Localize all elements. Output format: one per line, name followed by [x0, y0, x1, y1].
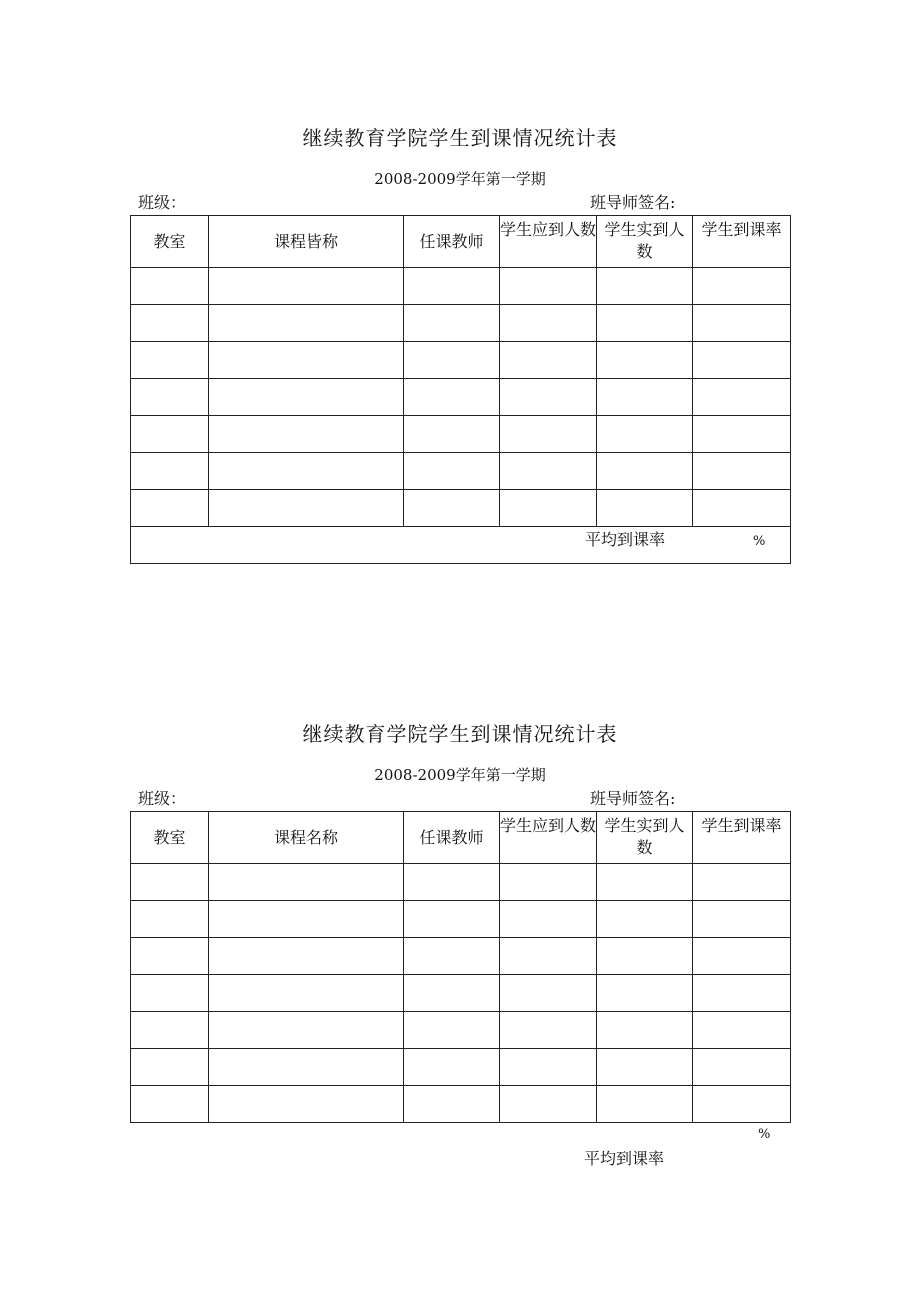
column-header-teacher: 任课教师 [404, 216, 500, 268]
table-row [131, 864, 791, 901]
table-row [131, 1086, 791, 1123]
table-cell[interactable] [209, 342, 404, 379]
table-header-row [131, 812, 791, 864]
table-cell[interactable] [500, 1049, 597, 1086]
table-cell[interactable] [404, 490, 500, 527]
table-cell[interactable] [597, 342, 693, 379]
table-cell[interactable] [693, 975, 791, 1012]
table-cell[interactable] [131, 379, 209, 416]
table-cell[interactable] [693, 1049, 791, 1086]
academic-term: 2008-2009学年第一学期 [374, 170, 546, 188]
table-row [131, 379, 791, 416]
table-cell[interactable] [404, 342, 500, 379]
table-cell[interactable] [209, 1086, 404, 1123]
table-cell[interactable] [597, 901, 693, 938]
table-row [131, 1012, 791, 1049]
table-cell[interactable] [131, 416, 209, 453]
table-cell[interactable] [693, 416, 791, 453]
table-cell[interactable] [597, 490, 693, 527]
table-row [131, 416, 791, 453]
percent-sign: % [753, 534, 766, 549]
table-cell[interactable] [500, 1012, 597, 1049]
average-attendance-label: 平均到课率 [585, 530, 666, 549]
table-cell[interactable] [693, 379, 791, 416]
table-cell[interactable] [404, 901, 500, 938]
table-cell[interactable] [131, 268, 209, 305]
table-cell[interactable] [209, 975, 404, 1012]
table-cell[interactable] [404, 1012, 500, 1049]
attendance-table [130, 215, 791, 564]
column-header-expected-students: 学生应到人数 [500, 216, 597, 268]
table-cell[interactable] [500, 416, 597, 453]
table-cell[interactable] [500, 305, 597, 342]
average-attendance-label: 平均到课率 [584, 1149, 665, 1168]
table-cell[interactable] [597, 305, 693, 342]
table-cell[interactable] [209, 379, 404, 416]
column-header-teacher: 任课教师 [404, 812, 500, 864]
table-cell[interactable] [500, 975, 597, 1012]
table-cell[interactable] [597, 416, 693, 453]
table-cell[interactable] [131, 938, 209, 975]
table-cell[interactable] [693, 938, 791, 975]
table-cell[interactable] [404, 1086, 500, 1123]
table-cell[interactable] [131, 901, 209, 938]
form-title: 继续教育学院学生到课情况统计表 [302, 722, 618, 746]
table-cell[interactable] [404, 864, 500, 901]
advisor-signature-label: 班导师签名: [590, 789, 676, 808]
table-cell[interactable] [209, 1012, 404, 1049]
table-row [131, 1049, 791, 1086]
table-cell[interactable] [597, 379, 693, 416]
table-cell[interactable] [597, 1012, 693, 1049]
table-cell[interactable] [500, 379, 597, 416]
table-row [131, 901, 791, 938]
table-cell[interactable] [693, 268, 791, 305]
table-cell[interactable] [693, 453, 791, 490]
average-attendance-row [131, 527, 791, 564]
class-label: 班级： [138, 193, 187, 212]
table-cell[interactable] [404, 268, 500, 305]
column-header-attendance-rate: 学生到课率 [693, 812, 791, 864]
table-cell[interactable] [693, 1086, 791, 1123]
table-cell[interactable] [597, 1086, 693, 1123]
table-cell[interactable] [131, 864, 209, 901]
table-cell[interactable] [131, 342, 209, 379]
table-cell[interactable] [693, 864, 791, 901]
table-row [131, 268, 791, 305]
table-cell[interactable] [597, 975, 693, 1012]
table-cell[interactable] [500, 453, 597, 490]
table-cell[interactable] [693, 490, 791, 527]
table-cell[interactable] [209, 416, 404, 453]
table-cell[interactable] [693, 342, 791, 379]
table-cell[interactable] [404, 1049, 500, 1086]
table-cell[interactable] [597, 1049, 693, 1086]
column-header-classroom: 教室 [131, 812, 209, 864]
table-cell[interactable] [209, 268, 404, 305]
table-cell[interactable] [404, 938, 500, 975]
table-row [131, 453, 791, 490]
table-header-row [131, 216, 791, 268]
average-attendance-cell[interactable] [131, 527, 791, 564]
table-row [131, 342, 791, 379]
column-header-course-name: 课程名称 [209, 812, 404, 864]
column-header-classroom: 教室 [131, 216, 209, 268]
column-header-actual-students: 学生实到人数 [597, 216, 693, 268]
table-cell[interactable] [597, 268, 693, 305]
table-cell[interactable] [131, 490, 209, 527]
table-cell[interactable] [131, 1012, 209, 1049]
table-cell[interactable] [209, 490, 404, 527]
table-cell[interactable] [131, 1049, 209, 1086]
table-cell[interactable] [209, 305, 404, 342]
table-cell[interactable] [500, 938, 597, 975]
table-cell[interactable] [404, 975, 500, 1012]
advisor-signature-label: 班导师签名: [590, 193, 676, 212]
table-cell[interactable] [131, 453, 209, 490]
table-cell[interactable] [693, 305, 791, 342]
table-row [131, 938, 791, 975]
table-cell[interactable] [209, 938, 404, 975]
table-row [131, 490, 791, 527]
column-header-attendance-rate: 学生到课率 [693, 216, 791, 268]
table-cell[interactable] [404, 379, 500, 416]
form-title: 继续教育学院学生到课情况统计表 [302, 126, 618, 150]
table-cell[interactable] [209, 1049, 404, 1086]
table-cell[interactable] [131, 1086, 209, 1123]
column-header-expected-students: 学生应到人数 [500, 812, 597, 864]
table-cell[interactable] [209, 864, 404, 901]
table-cell[interactable] [500, 342, 597, 379]
column-header-course-name: 课程皆称 [209, 216, 404, 268]
table-cell[interactable] [500, 1086, 597, 1123]
table-cell[interactable] [209, 901, 404, 938]
table-cell[interactable] [500, 268, 597, 305]
table-cell[interactable] [500, 864, 597, 901]
table-cell[interactable] [500, 490, 597, 527]
table-cell[interactable] [693, 1012, 791, 1049]
table-cell[interactable] [404, 305, 500, 342]
table-row [131, 305, 791, 342]
table-cell[interactable] [693, 901, 791, 938]
table-cell[interactable] [404, 453, 500, 490]
table-cell[interactable] [404, 416, 500, 453]
percent-sign: % [758, 1127, 771, 1142]
academic-term: 2008-2009学年第一学期 [374, 766, 546, 784]
table-row [131, 975, 791, 1012]
table-cell[interactable] [131, 975, 209, 1012]
table-cell[interactable] [597, 864, 693, 901]
column-header-actual-students: 学生实到人数 [597, 812, 693, 864]
table-cell[interactable] [131, 305, 209, 342]
table-cell[interactable] [500, 901, 597, 938]
table-cell[interactable] [597, 453, 693, 490]
class-label: 班级： [138, 789, 187, 808]
attendance-table [130, 811, 791, 1123]
table-cell[interactable] [597, 938, 693, 975]
table-cell[interactable] [209, 453, 404, 490]
